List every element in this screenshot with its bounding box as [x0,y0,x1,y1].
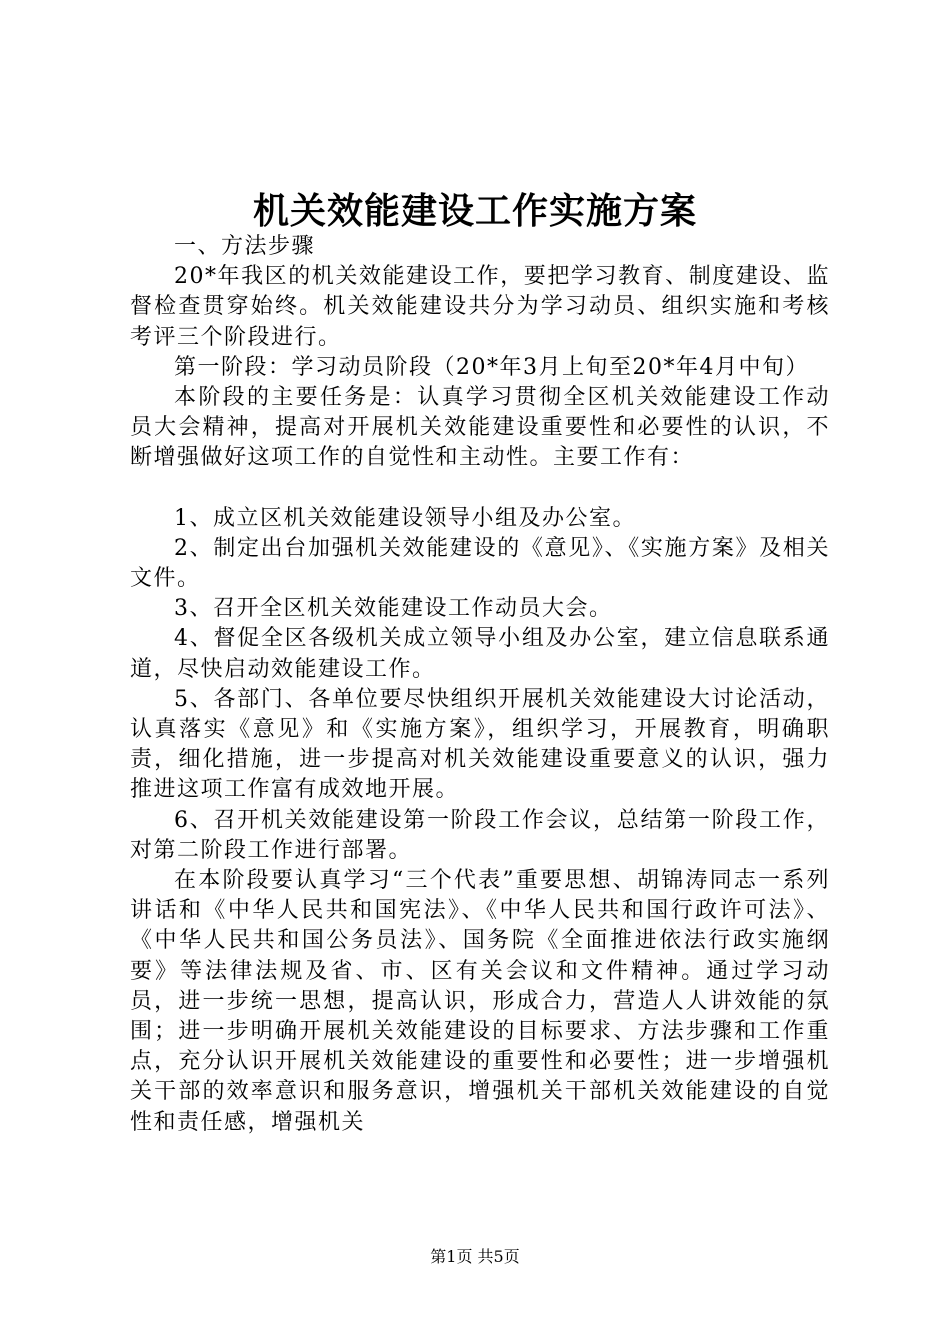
list-item-6: 6、召开机关效能建设第一阶段工作会议，总结第一阶段工作，对第二阶段工作进行部署。 [130,807,830,863]
list-item-5: 5、各部门、各单位要尽快组织开展机关效能建设大讨论活动，认真落实《意见》和《实施方案》，组织学习，开展教育，明确职责，细化措施，进一步提高对机关效能建设重要意义的认识，强力推进这项工作富有成效地开展。 [130,686,830,803]
paragraph-study-requirements: 在本阶段要认真学习“三个代表”重要思想、胡锦涛同志一系列讲话和《中华人民共和国宪法》、《中华人民共和国行政许可法》、《中华人民共和国公务员法》、国务院《全面推进依法行政实施纲要》等法律法规及省、市、区有关会议和文件精神。通过学习动员，进一步统一思想，提高认识，形成合力，营造人人讲效能的氛围；进一步明确开展机关效能建设的目标要求、方法步骤和工作重点，充分认识开展机关效能建设的重要性和必要性；进一步增强机关干部的效率意识和服务意识，增强机关干部机关效能建设的自觉性和责任感，增强机关 [130,868,830,1135]
document-title: 机关效能建设工作实施方案 [252,190,697,232]
section-heading: 一、方法步骤 [174,234,316,259]
list-item-2: 2、制定出台加强机关效能建设的《意见》、《实施方案》及相关文件。 [130,535,830,592]
document-body [130,232,830,1138]
paragraph-intro: 20*年我区的机关效能建设工作，要把学习教育、制度建设、监督检查贯穿始终。机关效能建设共分为学习动员、组织实施和考核考评三个阶段进行。 [130,264,830,350]
list-item-4: 4、督促全区各级机关成立领导小组及办公室，建立信息联系通道，尽快启动效能建设工作。 [130,626,830,682]
page-number-footer: 第1页 共5页 [430,1247,520,1266]
paragraph-main-tasks: 本阶段的主要任务是：认真学习贯彻全区机关效能建设工作动员大会精神，提高对开展机关效能建设重要性和必要性的认识，不断增强做好这项工作的自觉性和主动性。主要工作有： [130,385,830,471]
list-item-1: 1、成立区机关效能建设领导小组及办公室。 [174,505,636,531]
list-item-3: 3、召开全区机关效能建设工作动员大会。 [174,596,613,622]
paragraph-stage-one: 第一阶段：学习动员阶段（20*年3月上旬至20*年4月中旬） [174,354,809,380]
